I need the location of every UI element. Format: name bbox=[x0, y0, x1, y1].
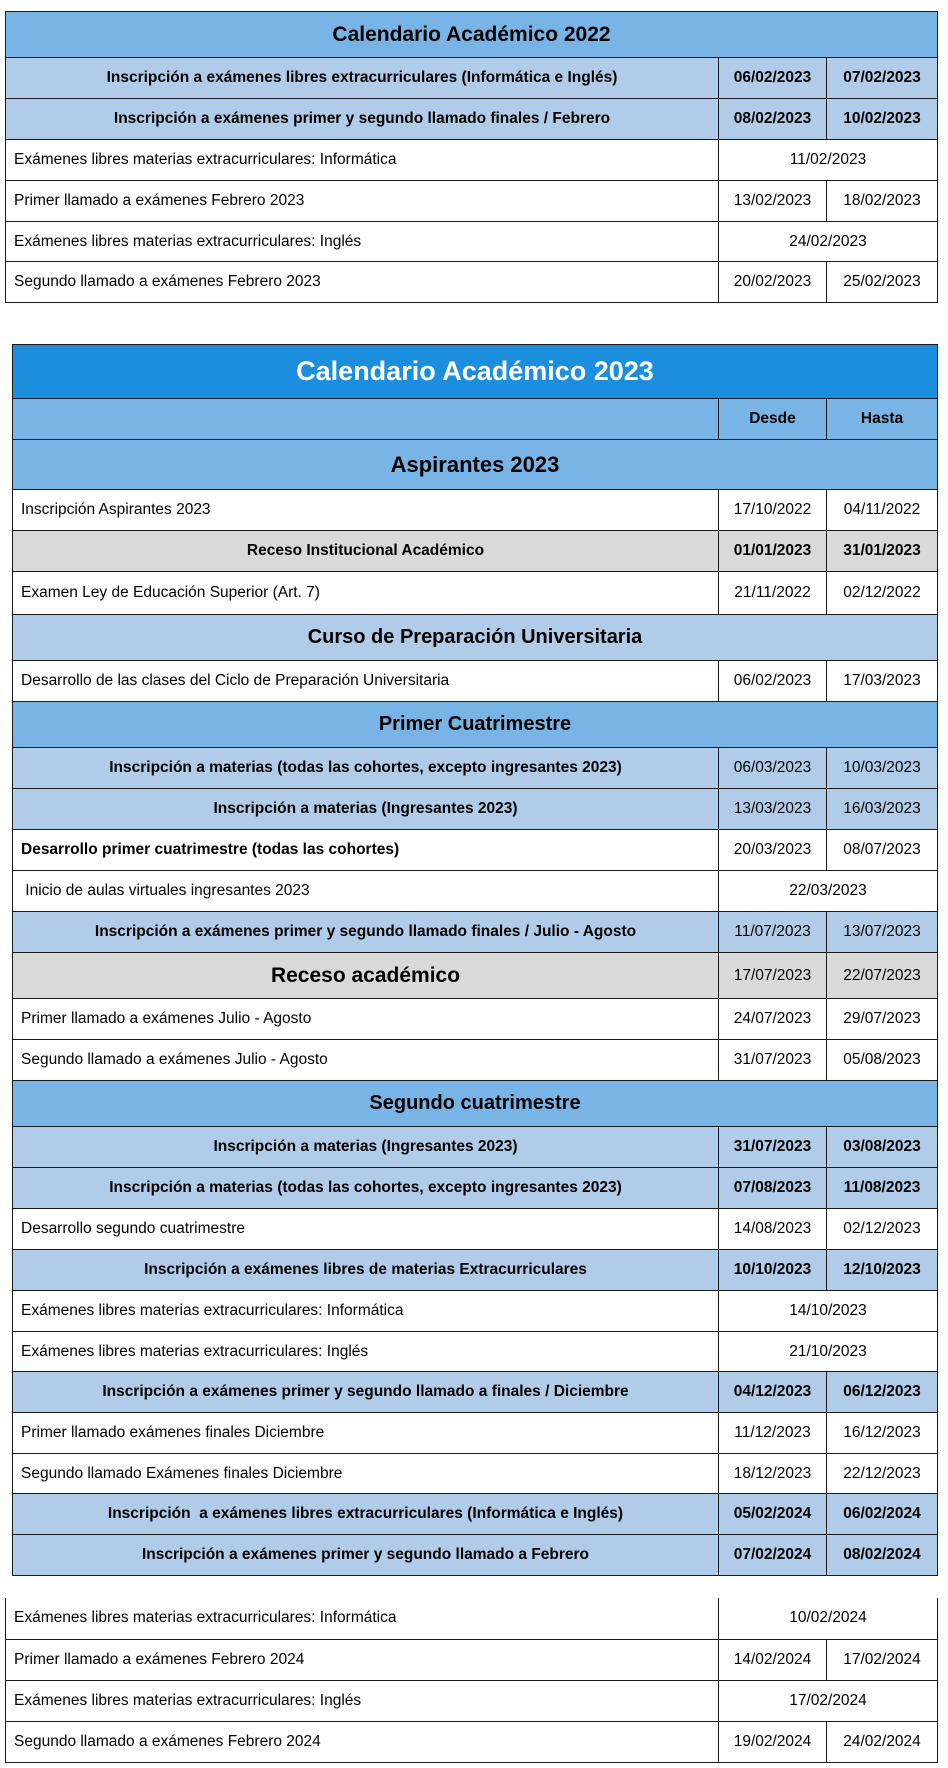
row-date-from: 31/07/2023 bbox=[719, 1127, 827, 1168]
row-label: Inscripción a exámenes libres de materias Extracurriculares bbox=[13, 1250, 719, 1291]
table-title-row bbox=[6, 12, 938, 58]
row-label: Exámenes libres materias extracurriculares: Informática bbox=[6, 1598, 719, 1639]
section-heading-row bbox=[13, 440, 938, 490]
table-title-row bbox=[13, 345, 938, 399]
row-label: Exámenes libres materias extracurriculares: Informática bbox=[13, 1291, 719, 1332]
row-date-from: 11/12/2023 bbox=[719, 1413, 827, 1454]
table-row bbox=[6, 1680, 938, 1721]
row-date-from: 17/07/2023 bbox=[719, 953, 827, 999]
table-row bbox=[13, 1413, 938, 1454]
calendar-2024-continuation-table bbox=[5, 1598, 938, 1763]
row-date-from: 06/02/2023 bbox=[719, 58, 827, 99]
row-date-to: 08/02/2024 bbox=[827, 1535, 938, 1576]
table-row bbox=[13, 1168, 938, 1209]
row-date-to: 16/03/2023 bbox=[827, 789, 938, 830]
row-label: Inscripción Aspirantes 2023 bbox=[13, 490, 719, 531]
row-date-from: 19/02/2024 bbox=[719, 1721, 827, 1762]
section-heading-segundo-cuatrimestre: Segundo cuatrimestre bbox=[13, 1081, 938, 1127]
table-row bbox=[13, 1291, 938, 1332]
row-date-to: 17/03/2023 bbox=[827, 661, 938, 702]
row-date-to: 03/08/2023 bbox=[827, 1127, 938, 1168]
table-row bbox=[13, 999, 938, 1040]
row-date-to: 22/07/2023 bbox=[827, 953, 938, 999]
table-row bbox=[6, 1639, 938, 1680]
table-row bbox=[6, 262, 938, 303]
row-date-from: 31/07/2023 bbox=[719, 1040, 827, 1081]
row-label: Exámenes libres materias extracurriculares: Inglés bbox=[13, 1332, 719, 1372]
row-label: Examen Ley de Educación Superior (Art. 7) bbox=[13, 572, 719, 615]
row-date-to: 06/12/2023 bbox=[827, 1372, 938, 1413]
row-label: Inscripción a materias (todas las cohortes, excepto ingresantes 2023) bbox=[13, 1168, 719, 1209]
table-row bbox=[13, 953, 938, 999]
row-label: Primer llamado exámenes finales Diciembre bbox=[13, 1413, 719, 1454]
row-date-from: 11/07/2023 bbox=[719, 912, 827, 953]
row-date-to: 16/12/2023 bbox=[827, 1413, 938, 1454]
row-date-to: 11/08/2023 bbox=[827, 1168, 938, 1209]
table-row bbox=[13, 912, 938, 953]
row-label: Exámenes libres materias extracurriculares: Inglés bbox=[6, 222, 719, 262]
row-label: Inscripción a materias (todas las cohortes, excepto ingresantes 2023) bbox=[13, 748, 719, 789]
calendar-2022-table bbox=[5, 11, 938, 303]
table-row bbox=[13, 1127, 938, 1168]
table-row bbox=[13, 1372, 938, 1413]
table-row bbox=[13, 1040, 938, 1081]
row-date-to: 02/12/2022 bbox=[827, 572, 938, 615]
row-date-from: 13/02/2023 bbox=[719, 181, 827, 222]
row-date-from: 10/10/2023 bbox=[719, 1250, 827, 1291]
table-row bbox=[13, 1535, 938, 1576]
row-date-from: 08/02/2023 bbox=[719, 99, 827, 140]
table-row bbox=[13, 531, 938, 572]
table-row bbox=[6, 140, 938, 181]
section-heading-aspirantes: Aspirantes 2023 bbox=[13, 440, 938, 490]
row-label: Inscripción a exámenes libres extracurriculares (Informática e Inglés) bbox=[6, 58, 719, 99]
row-date-to: 29/07/2023 bbox=[827, 999, 938, 1040]
row-label: Inicio de aulas virtuales ingresantes 2023 bbox=[13, 871, 719, 912]
row-date-from: 05/02/2024 bbox=[719, 1494, 827, 1535]
row-date-to: 05/08/2023 bbox=[827, 1040, 938, 1081]
table-row bbox=[6, 1721, 938, 1762]
row-date-to: 18/02/2023 bbox=[827, 181, 938, 222]
row-label: Primer llamado a exámenes Febrero 2024 bbox=[6, 1639, 719, 1680]
table-row bbox=[13, 572, 938, 615]
row-label: Segundo llamado a exámenes Febrero 2024 bbox=[6, 1721, 719, 1762]
table-row bbox=[6, 222, 938, 262]
table-row bbox=[13, 830, 938, 871]
row-date-to: 22/12/2023 bbox=[827, 1454, 938, 1494]
row-date-to: 24/02/2024 bbox=[827, 1721, 938, 1762]
row-date-to: 10/03/2023 bbox=[827, 748, 938, 789]
column-header-desde: Desde bbox=[719, 399, 827, 440]
row-date: 21/10/2023 bbox=[719, 1332, 938, 1372]
row-date-from: 07/08/2023 bbox=[719, 1168, 827, 1209]
section-heading-cpu: Curso de Preparación Universitaria bbox=[13, 615, 938, 661]
row-date-from: 14/02/2024 bbox=[719, 1639, 827, 1680]
row-label: Segundo llamado Exámenes finales Diciembre bbox=[13, 1454, 719, 1494]
column-header-empty bbox=[13, 399, 719, 440]
row-date-from: 17/10/2022 bbox=[719, 490, 827, 531]
row-label: Desarrollo primer cuatrimestre (todas las cohortes) bbox=[13, 830, 719, 871]
row-date-from: 04/12/2023 bbox=[719, 1372, 827, 1413]
row-label: Exámenes libres materias extracurriculares: Inglés bbox=[6, 1680, 719, 1721]
table-row bbox=[6, 58, 938, 99]
row-date: 11/02/2023 bbox=[719, 140, 938, 181]
row-date-to: 04/11/2022 bbox=[827, 490, 938, 531]
row-date-to: 07/02/2023 bbox=[827, 58, 938, 99]
row-date-to: 10/02/2023 bbox=[827, 99, 938, 140]
row-label: Primer llamado a exámenes Julio - Agosto bbox=[13, 999, 719, 1040]
row-date-from: 20/02/2023 bbox=[719, 262, 827, 303]
row-date-to: 13/07/2023 bbox=[827, 912, 938, 953]
table-row bbox=[13, 1332, 938, 1372]
table-row bbox=[13, 1209, 938, 1250]
row-date-from: 06/02/2023 bbox=[719, 661, 827, 702]
row-label: Desarrollo segundo cuatrimestre bbox=[13, 1209, 719, 1250]
table-row bbox=[13, 871, 938, 912]
column-header-row bbox=[13, 399, 938, 440]
row-date: 24/02/2023 bbox=[719, 222, 938, 262]
row-date-to: 31/01/2023 bbox=[827, 531, 938, 572]
row-label: Segundo llamado a exámenes Julio - Agosto bbox=[13, 1040, 719, 1081]
section-heading-primer-cuatrimestre: Primer Cuatrimestre bbox=[13, 702, 938, 748]
section-heading-row bbox=[13, 615, 938, 661]
table-row bbox=[13, 1454, 938, 1494]
row-date-to: 08/07/2023 bbox=[827, 830, 938, 871]
row-date-from: 18/12/2023 bbox=[719, 1454, 827, 1494]
table-row bbox=[13, 661, 938, 702]
row-label: Inscripción a materias (Ingresantes 2023) bbox=[13, 1127, 719, 1168]
row-label: Inscripción a exámenes primer y segundo llamado finales / Julio - Agosto bbox=[13, 912, 719, 953]
column-header-hasta: Hasta bbox=[827, 399, 938, 440]
calendar-2023-table bbox=[12, 344, 938, 1576]
row-date-from: 13/03/2023 bbox=[719, 789, 827, 830]
row-label: Inscripción a exámenes primer y segundo llamado finales / Febrero bbox=[6, 99, 719, 140]
row-label: Segundo llamado a exámenes Febrero 2023 bbox=[6, 262, 719, 303]
row-date-to: 25/02/2023 bbox=[827, 262, 938, 303]
table-row bbox=[6, 1598, 938, 1639]
row-label: Exámenes libres materias extracurriculares: Informática bbox=[6, 140, 719, 181]
row-label: Inscripción a exámenes libres extracurriculares (Informática e Inglés) bbox=[13, 1494, 719, 1535]
section-heading-row bbox=[13, 1081, 938, 1127]
row-date-from: 07/02/2024 bbox=[719, 1535, 827, 1576]
row-label: Inscripción a exámenes primer y segundo llamado a finales / Diciembre bbox=[13, 1372, 719, 1413]
row-date-from: 14/08/2023 bbox=[719, 1209, 827, 1250]
row-date: 14/10/2023 bbox=[719, 1291, 938, 1332]
row-date-from: 06/03/2023 bbox=[719, 748, 827, 789]
row-label: Inscripción a materias (Ingresantes 2023) bbox=[13, 789, 719, 830]
row-date-to: 12/10/2023 bbox=[827, 1250, 938, 1291]
section-heading-row bbox=[13, 702, 938, 748]
row-date: 22/03/2023 bbox=[719, 871, 938, 912]
row-label: Desarrollo de las clases del Ciclo de Preparación Universitaria bbox=[13, 661, 719, 702]
row-date: 17/02/2024 bbox=[719, 1680, 938, 1721]
row-label: Primer llamado a exámenes Febrero 2023 bbox=[6, 181, 719, 222]
table-row bbox=[13, 748, 938, 789]
table-row bbox=[6, 99, 938, 140]
row-label: Inscripción a exámenes primer y segundo llamado a Febrero bbox=[13, 1535, 719, 1576]
row-date: 10/02/2024 bbox=[719, 1598, 938, 1639]
table-title: Calendario Académico 2022 bbox=[6, 12, 938, 58]
row-date-from: 21/11/2022 bbox=[719, 572, 827, 615]
row-label: Receso Institucional Académico bbox=[13, 531, 719, 572]
table-row bbox=[13, 789, 938, 830]
table-row bbox=[13, 1494, 938, 1535]
table-row bbox=[13, 490, 938, 531]
row-date-to: 17/02/2024 bbox=[827, 1639, 938, 1680]
row-date-to: 06/02/2024 bbox=[827, 1494, 938, 1535]
row-date-to: 02/12/2023 bbox=[827, 1209, 938, 1250]
row-date-from: 24/07/2023 bbox=[719, 999, 827, 1040]
row-date-from: 01/01/2023 bbox=[719, 531, 827, 572]
table-row bbox=[6, 181, 938, 222]
row-date-from: 20/03/2023 bbox=[719, 830, 827, 871]
table-title: Calendario Académico 2023 bbox=[13, 345, 938, 399]
row-label: Receso académico bbox=[13, 953, 719, 999]
table-row bbox=[13, 1250, 938, 1291]
